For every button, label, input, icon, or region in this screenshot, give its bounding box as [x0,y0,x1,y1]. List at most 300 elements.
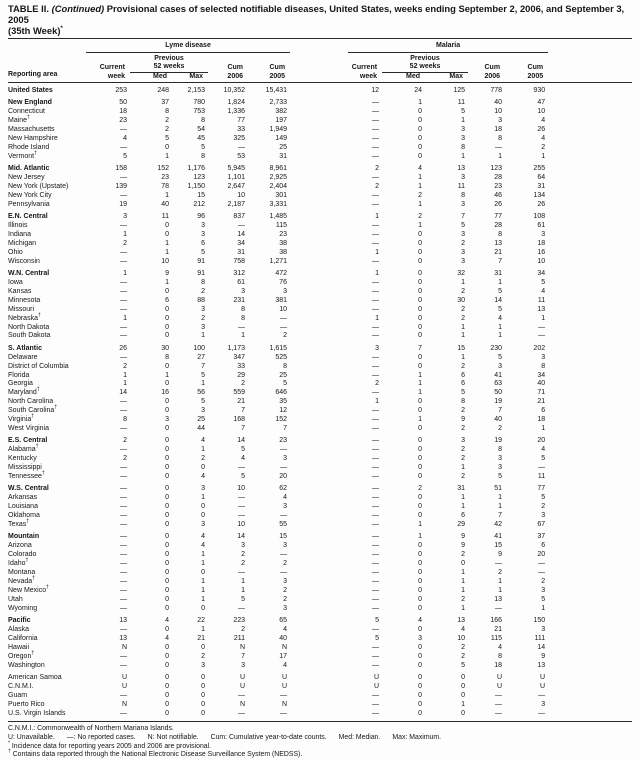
lyme-value-cell: 13 [119,634,127,642]
row-trailing-space [548,521,632,530]
reporting-area-cell: Minnesota [8,296,41,304]
malaria-value-cell: 8 [498,652,503,660]
reporting-area-cell: Wisconsin [8,257,40,265]
column-gap [290,626,348,635]
abbr-med: Med: Median. [338,733,381,741]
malaria-week-header: week [359,73,378,81]
column-gap [290,144,348,153]
malaria-value-cell: 1 [498,578,503,585]
malaria-value-cell: 18 [494,126,503,133]
table-row [8,389,632,398]
malaria-value-cell: 3 [541,230,546,238]
malaria-value-cell: 8 [498,134,503,142]
reporting-area-cell: United States [8,82,86,95]
malaria-value-cell: 8 [461,191,466,199]
column-gap [290,425,348,434]
malaria-value-cell: 9 [461,416,466,424]
lyme-value-cell: 2 [201,652,205,660]
malaria-value-cell: 0 [418,279,423,286]
column-gap [290,372,348,381]
lyme-value-cell: 248 [130,82,172,95]
table-row [8,240,632,249]
malaria-value-cell: — [372,323,380,331]
table-row [8,174,632,183]
column-gap [290,153,348,162]
malaria-value-cell: 11 [537,296,546,304]
malaria-value-cell: 1 [418,416,423,424]
table-row [8,521,632,530]
lyme-value-cell: 14 [119,389,127,397]
lyme-value-cell: 10,352 [208,82,248,95]
malaria-value-cell: 3 [461,126,466,133]
column-gap [290,494,348,503]
reporting-area-cell: Hawaii [8,643,30,651]
lyme-value-cell: 4 [201,437,205,445]
malaria-value-cell: 15 [494,542,503,550]
table-row [8,183,632,192]
reporting-area-cell: Tennessee† [8,470,45,481]
malaria-value-cell: 5 [375,634,380,642]
reporting-area-cell: Utah [8,595,23,603]
malaria-value-cell: 166 [490,617,503,625]
lyme-value-cell: 0 [165,398,169,406]
malaria-value-cell: 3 [498,117,503,125]
lyme-value-cell: 0 [165,473,169,481]
malaria-value-cell: 1 [375,398,380,406]
table-row [8,416,632,425]
column-gap [290,341,348,353]
column-gap [290,503,348,512]
malaria-value-cell: 8 [541,362,546,370]
malaria-value-cell: 0 [418,661,423,669]
reporting-area-cell: Oregon† [8,650,35,660]
malaria-value-cell: 1 [418,533,423,541]
column-gap [290,701,348,710]
malaria-value-cell: 134 [533,191,546,199]
malaria-med-header: Med [406,73,421,81]
column-gap [290,530,348,542]
column-gap [290,662,348,671]
lyme-value-cell: — [120,323,127,331]
lyme-value-cell: 0 [201,464,205,472]
title-divider-rule [8,38,632,39]
lyme-value-cell: 12 [279,407,288,415]
lyme-value-cell: — [120,569,127,577]
malaria-value-cell: 1 [418,182,423,190]
malaria-value-cell: 2 [461,287,466,295]
lyme-value-cell: 0 [165,521,169,529]
lyme-value-cell: 0 [165,143,169,151]
lyme-value-cell: 56 [197,389,205,397]
reporting-area-cell: Ohio [8,248,23,256]
malaria-value-cell: 3 [418,634,423,642]
reporting-area-cell: North Carolina [8,398,54,406]
malaria-value-cell: 0 [382,710,425,722]
lyme-value-cell: — [120,626,127,634]
malaria-value-cell: — [372,494,380,502]
lyme-value-cell: 2 [201,455,205,463]
reporting-area-cell: Montana [8,569,36,577]
row-trailing-space [548,288,632,297]
malaria-value-cell: U [540,682,546,690]
reporting-area-cell: C.N.M.I. [8,682,34,690]
malaria-value-cell: 71 [537,389,546,397]
table-row [8,578,632,587]
malaria-value-cell: 1 [461,323,466,331]
row-trailing-space [548,701,632,710]
lyme-value-cell: 1 [241,332,245,340]
row-trailing-space [548,315,632,324]
malaria-value-cell: 51 [494,485,503,493]
table-row [8,551,632,560]
lyme-value-cell: 38 [279,239,288,247]
lyme-value-cell: — [120,595,127,603]
group-gap-column [290,41,348,82]
lyme-value-cell: 31 [237,248,245,256]
malaria-value-cell: 26 [494,200,503,208]
row-trailing-space [548,614,632,626]
malaria-value-cell: 21 [494,626,503,634]
lyme-value-cell: 0 [201,512,205,520]
table-row [8,434,632,446]
column-gap [290,117,348,126]
malaria-value-cell: 7 [498,512,503,520]
lyme-value-cell: 77 [237,117,245,125]
table-row [8,82,632,95]
column-gap [290,653,348,662]
malaria-value-cell: 3 [541,700,546,708]
malaria-value-cell: — [372,174,380,182]
lyme-value-cell: 2 [201,314,205,322]
lyme-value-cell: 152 [157,165,169,173]
lyme-value-cell: 5,945 [227,165,245,173]
empty-header-cell [348,53,382,64]
lyme-value-cell: 253 [86,82,130,95]
lyme-value-cell: 2 [165,117,169,125]
malaria-value-cell: — [372,485,380,493]
column-gap [290,398,348,407]
column-gap [290,96,348,108]
reporting-area-cell: Mississippi [8,464,42,472]
lyme-value-cell: 40 [161,200,169,208]
malaria-value-cell: 4 [461,626,466,634]
malaria-value-cell: 10 [457,634,466,642]
reporting-area-cell: Louisiana [8,503,38,511]
lyme-value-cell: 1 [165,371,169,379]
table-title [8,3,632,36]
column-gap [290,683,348,692]
malaria-max-header: Max [449,73,464,81]
column-gap [290,596,348,605]
row-trailing-space [548,372,632,381]
lyme-value-cell: N [239,643,245,651]
malaria-value-cell: 0 [418,464,423,472]
lyme-value-cell: — [280,464,288,472]
malaria-cum-header: Cum [484,64,501,72]
lyme-value-cell: — [238,569,245,577]
row-trailing-space [548,324,632,333]
column-gap [290,82,348,95]
malaria-value-cell: 0 [418,512,423,520]
malaria-value-cell: 125 [425,82,468,95]
lyme-value-cell: 3 [201,521,205,529]
lyme-value-cell: 4 [123,134,127,142]
lyme-value-cell: U [281,674,288,682]
malaria-value-cell: 14 [537,643,546,651]
malaria-value-cell: — [495,700,503,708]
malaria-2005-header: 2005 [527,73,544,81]
footnote-abbreviations [8,734,632,743]
lyme-value-cell: 5 [241,473,245,481]
malaria-value-cell: — [372,134,380,142]
malaria-value-cell: 10 [494,108,503,116]
row-trailing-space [548,108,632,117]
malaria-value-cell: 10 [537,257,546,265]
lyme-value-cell: 25 [279,371,288,379]
lyme-value-cell: — [120,305,127,313]
malaria-value-cell: 3 [541,586,546,594]
lyme-value-cell: 14 [237,437,245,445]
empty-header-cell [86,53,130,64]
malaria-value-cell: 3 [461,200,466,208]
lyme-value-cell: 4 [283,661,288,669]
lyme-value-cell: — [248,710,290,722]
lyme-value-cell: 0 [165,494,169,502]
lyme-value-cell: 62 [279,485,288,493]
column-gap [290,162,348,174]
malaria-value-cell: 42 [494,521,503,529]
table-row [8,473,632,482]
lyme-value-cell: 3 [283,287,288,295]
malaria-value-cell: 2 [461,595,466,603]
column-gap [290,407,348,416]
malaria-value-cell: 2 [418,213,423,221]
table-row [8,279,632,288]
lyme-value-cell: 9 [165,270,169,278]
row-trailing-space [548,222,632,231]
row-trailing-space [548,398,632,407]
table-row [8,341,632,353]
column-gap [290,635,348,644]
lyme-value-cell: 0 [165,485,169,493]
column-gap [290,578,348,587]
lyme-value-cell: 837 [233,213,245,221]
malaria-value-cell: 5 [498,473,503,481]
malaria-value-cell: — [372,416,380,424]
table-row [8,425,632,434]
malaria-value-cell: 1 [461,152,466,160]
lyme-value-cell: — [280,691,288,699]
lyme-value-cell: 3 [201,230,205,238]
lyme-value-cell: 8 [165,108,169,116]
malaria-value-cell: 0 [418,398,423,406]
lyme-value-cell: — [120,446,127,454]
table-row [8,503,632,512]
row-trailing-space [548,297,632,306]
lyme-value-cell: 3 [201,323,205,331]
malaria-value-cell: 1 [541,152,546,160]
column-gap [290,174,348,183]
lyme-value-cell: — [280,446,288,454]
table-title-week: (35th Week) [8,25,61,36]
reporting-area-cell: U.S. Virgin Islands [8,710,86,722]
lyme-value-cell: U [121,682,127,690]
malaria-value-cell: 4 [541,287,546,295]
lyme-value-cell: 3 [201,485,205,493]
malaria-cum-header: Cum [527,64,544,72]
row-trailing-space [548,482,632,494]
lyme-value-cell: 35 [279,398,288,406]
table-row [8,455,632,464]
table-row [8,210,632,222]
malaria-value-cell: 0 [418,446,423,454]
row-trailing-space [548,605,632,614]
table-row [8,315,632,324]
footnote-provisional [8,740,632,752]
lyme-value-cell: 3 [165,416,169,424]
malaria-value-cell: — [505,710,548,722]
lyme-2006-header: 2006 [227,73,243,81]
malaria-value-cell: 0 [461,560,466,568]
reporting-area-cell: Kentucky [8,455,37,463]
lyme-value-cell: 0 [165,455,169,463]
column-gap [290,363,348,372]
lyme-value-cell: N [281,643,288,651]
lyme-value-cell: 0 [165,314,169,322]
malaria-value-cell: 2 [541,143,546,151]
reporting-area-cell: New Jersey [8,174,45,182]
malaria-value-cell: — [372,521,380,529]
lyme-value-cell: 0 [165,578,169,585]
malaria-value-cell: 50 [494,389,503,397]
table-row [8,222,632,231]
malaria-value-cell: 37 [537,533,546,541]
malaria-value-cell: 778 [468,82,505,95]
malaria-value-cell: 1 [498,279,503,286]
malaria-value-cell: 1 [541,604,546,612]
malaria-value-cell: 0 [425,710,468,722]
malaria-52weeks-header: 52 weeks [382,63,468,73]
lyme-value-cell: — [120,279,127,286]
malaria-value-cell: 0 [418,682,423,690]
malaria-value-cell: 1 [461,700,466,708]
lyme-value-cell: 1,271 [269,257,288,265]
malaria-value-cell: — [372,191,380,199]
reporting-area-cell: Connecticut [8,108,45,116]
table-row [8,644,632,653]
column-gap [290,183,348,192]
malaria-value-cell: 28 [494,174,503,182]
row-trailing-space [548,542,632,551]
malaria-value-cell: 5 [498,287,503,295]
malaria-value-cell: 0 [418,323,423,331]
malaria-value-cell: — [372,287,380,295]
table-row [8,587,632,596]
reporting-area-cell: Vermont† [8,150,37,160]
lyme-value-cell: 0 [201,569,205,577]
lyme-value-cell: — [238,143,245,151]
table-row [8,560,632,569]
malaria-value-cell: 1 [461,117,466,125]
lyme-value-cell: — [238,494,245,502]
lyme-value-cell: 27 [197,353,205,361]
malaria-value-cell: 2 [461,407,466,415]
lyme-value-cell: U [239,682,245,690]
lyme-value-cell: 8 [283,362,288,370]
lyme-value-cell: 8,961 [269,165,288,173]
lyme-value-cell: 0 [201,643,205,651]
table-row [8,662,632,671]
reporting-area-cell: E.S. Central [8,437,48,445]
row-trailing-space [548,332,632,341]
lyme-value-cell: 8 [201,117,205,125]
lyme-value-cell: 1 [123,314,127,322]
table-title-line2 [8,25,632,36]
lyme-value-cell: 5 [201,371,205,379]
lyme-value-cell: — [120,604,127,612]
lyme-value-cell: 1 [201,494,205,502]
table-row [8,671,632,683]
malaria-value-cell: 0 [418,569,423,577]
lyme-value-cell: 123 [193,174,205,182]
row-trailing-space [548,416,632,425]
lyme-value-cell: 1 [165,248,169,256]
table-row [8,153,632,162]
lyme-value-cell: 2,925 [269,174,288,182]
malaria-value-cell: 2 [375,182,380,190]
malaria-value-cell: 40 [494,416,503,424]
malaria-value-cell: — [372,700,380,708]
malaria-value-cell: 2 [461,425,466,432]
column-gap [290,192,348,201]
lyme-value-cell: 16 [161,389,169,397]
lyme-value-cell: 10 [279,305,288,313]
malaria-value-cell: — [372,652,380,660]
malaria-value-cell: 40 [537,380,546,388]
lyme-value-cell: — [238,464,245,472]
malaria-value-cell: 11 [537,473,546,481]
malaria-value-cell: 8 [498,446,503,454]
lyme-value-cell: 30 [161,344,169,352]
lyme-value-cell: 2,733 [269,99,288,107]
malaria-value-cell: 4 [541,134,546,142]
lyme-value-cell: — [120,560,127,568]
lyme-value-cell: — [120,473,127,481]
malaria-value-cell: 1 [461,494,466,502]
lyme-value-cell: — [120,332,127,340]
lyme-value-cell: — [238,222,245,230]
lyme-value-cell: 21 [237,398,245,406]
lyme-value-cell: 0 [165,305,169,313]
row-trailing-space [548,126,632,135]
lyme-value-cell: 0 [165,222,169,230]
lyme-value-cell: 0 [130,710,172,722]
malaria-value-cell: 0 [418,691,423,699]
malaria-value-cell: — [372,512,380,520]
lyme-value-cell: — [280,569,288,577]
malaria-value-cell: 13 [457,165,466,173]
lyme-value-cell: — [120,126,127,133]
malaria-value-cell: 61 [537,222,546,230]
lyme-value-cell: 115 [275,222,288,230]
malaria-value-cell: 4 [498,643,503,651]
lyme-value-cell: 3 [123,213,127,221]
lyme-value-cell: — [120,542,127,550]
reporting-area-cell: Delaware [8,353,38,361]
malaria-value-cell: 2 [461,362,466,370]
lyme-value-cell: 15,431 [248,82,290,95]
lyme-value-cell: U [239,674,245,682]
